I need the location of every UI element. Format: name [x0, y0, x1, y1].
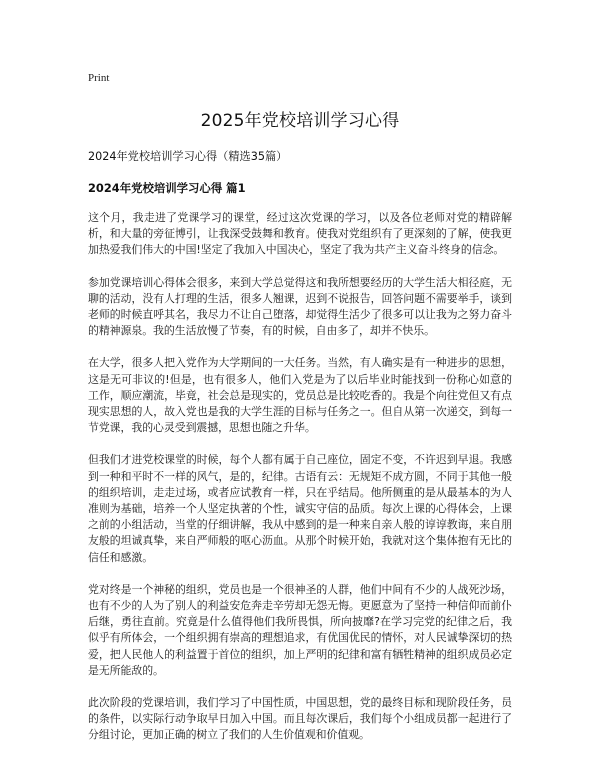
- print-label: Print: [88, 72, 110, 84]
- paragraph-6: 此次阶段的党课培训，我们学习了中国性质，中国思想，党的最终目标和现阶段任务，员的条件，以实际行动争取早日加入中国。而且每次课后，我们每个小组成员都一起进行了分组讨论，更加正确的树立了我们的人生价值观和价值观。: [88, 696, 512, 742]
- article-body: [88, 210, 512, 744]
- document-subtitle: 2024年党校培训学习心得（精选35篇）: [88, 150, 288, 163]
- paragraph-4: 但我们才进党校课堂的时候，每个人都有属于自己座位，固定不变，不许迟到早退。我感到一种和平时不一样的风气，是的，纪律。古语有云：无规矩不成方圆，不同于其他一般的组织培训，走走过场，或者应试教育一样，只在乎结局。他所侧重的是从最基本的为人准则为基础，培养一个人坚定执著的个性，诚实守信的品质。每次上课的心得体会，上课之前的小组活动，当堂的仔细讲解，我从中感到的是一种来自亲人般的谆谆教诲，来自朋友般的坦诚真挚，来自严师般的呕心沥血。从那个时候开始，我就对这个集体抱有无比的信任和感激。: [88, 453, 512, 564]
- paragraph-3: 在大学，很多人把入党作为大学期间的一大任务。当然，有人确实是有一种进步的思想，这是无可非议的!但是，也有很多人，他们入党是为了以后毕业时能找到一份称心如意的工作，顺应潮流，毕竟，社会总是现实的，党员总是比较吃香的。我是个向往党但又有点现实思想的人，故入党也是我的大学生涯的目标与任务之一。但自从第一次递交，到每一节党课，我的心灵受到震撼，思想也随之升华。: [88, 356, 512, 435]
- paragraph-2: 参加党课培训心得体会很多，来到大学总觉得这和我所想要经历的大学生活大相径庭，无聊的活动，没有人打理的生活，很多人翘课，迟到不说报告，回答问题不需要举手，谈到老师的时候直呼其名，我尽力不让自己堕落，却觉得生活少了很多可以让我为之努力奋斗的精神源泉。我的生活放慢了节奏，有的时候，自由多了，却并不快乐。: [88, 275, 512, 338]
- paragraph-5: 党对终是一个神秘的组织，党员也是一个很神圣的人群，他们中间有不少的人战死沙场，也有不少的人为了别人的利益安危奔走辛劳却无怨无悔。更愿意为了坚持一种信仰而前仆后继，勇往直前。究竟是什么值得他们我所畏惧，所向披靡?在学习完党的纪律之后，我似乎有所体会，一个组织拥有崇高的理想追求，有优国优民的情怀，对人民诚挚深切的热爱，把人民他人的利益置于首位的组织，加上严明的纪律和富有牺牲精神的组织成员必定是无所能敌的。: [88, 582, 512, 677]
- page-title: 2025年党校培训学习心得: [200, 111, 400, 131]
- section-heading: 2024年党校培训学习心得 篇1: [88, 181, 246, 195]
- paragraph-1: 这个月，我走进了党课学习的课堂，经过这次党课的学习，以及各位老师对党的精辟解析，和大量的旁征博引，让我深受鼓舞和教育。使我对党组织有了更深刻的了解，使我更加热爱我们伟大的中国!坚定了我加入中国决心，坚定了我为共产主义奋斗终身的信念。: [88, 211, 512, 257]
